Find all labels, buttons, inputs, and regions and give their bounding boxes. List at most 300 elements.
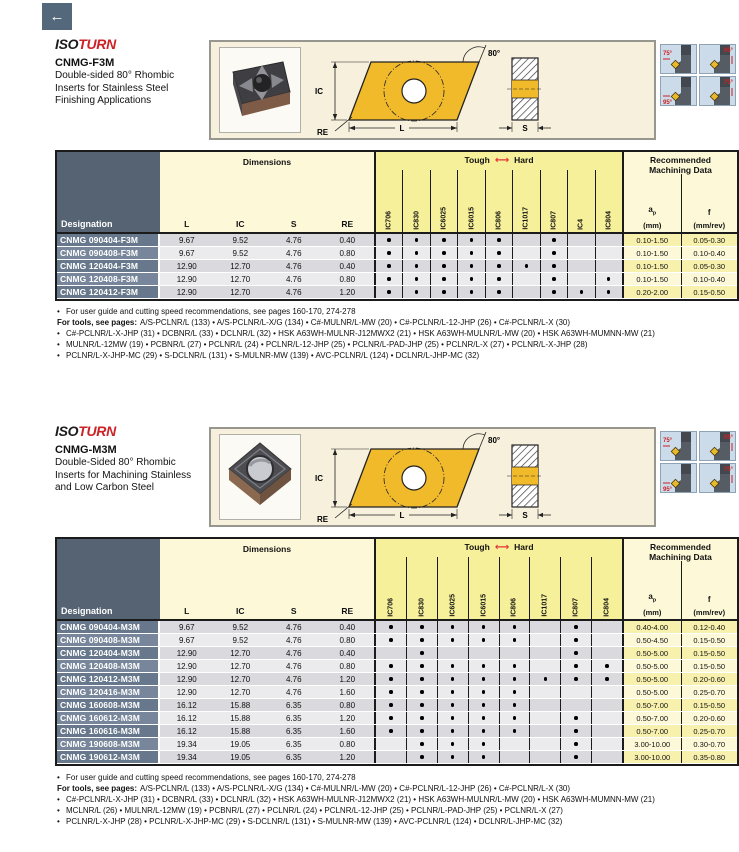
grade-dot — [420, 664, 424, 668]
grade-dot — [415, 238, 419, 242]
grade-cell — [560, 738, 591, 750]
grade-dot — [482, 716, 486, 720]
grade-dot — [451, 664, 455, 668]
grade-column-header — [485, 170, 512, 232]
grades-header-cell — [374, 152, 624, 232]
grade-cell — [468, 634, 499, 646]
toolholder-thumbnail — [699, 76, 736, 106]
grade-cells — [374, 712, 624, 724]
dimension-cell: 4.76 — [267, 621, 321, 633]
grade-dot — [525, 264, 529, 268]
grade-cell — [437, 673, 468, 685]
footnote-text: PCLNR/L-X-JHP-MC (29) • S-DCLNR/L (131) • S-MULNR-MW (139) • AVC-PCLNR/L (124) • DCLNR/L-JHP-MC (32) — [66, 351, 480, 360]
grade-cell — [591, 738, 622, 750]
insert-photo — [219, 47, 301, 133]
grade-cell — [402, 273, 429, 285]
grade-cell — [499, 634, 530, 646]
grade-dot — [387, 264, 391, 268]
inserts-table — [55, 150, 739, 301]
grade-cell — [499, 660, 530, 672]
dim-label-angle: 80° — [488, 436, 501, 445]
dim-col-l: L — [184, 606, 190, 616]
grade-cell — [499, 712, 530, 724]
thumb-angle-label: 75° — [723, 80, 733, 86]
grade-cell — [567, 286, 594, 298]
thumb-angle-label: 75° — [663, 438, 673, 444]
grade-cells — [374, 247, 624, 259]
grade-column-label: IC706 — [385, 211, 393, 230]
grade-column-label: IC830 — [413, 211, 421, 230]
ap-column-header: $a_p$ (mm) — [643, 592, 662, 617]
section-title: CNMG-M3M — [55, 444, 117, 456]
grade-cell — [430, 247, 457, 259]
grade-cell — [560, 751, 591, 763]
description-line: Inserts for Stainless Steel — [55, 82, 169, 94]
dimension-cell: 12.90 — [160, 673, 214, 685]
isoturn-logo — [55, 36, 116, 52]
grade-cell — [376, 699, 406, 711]
f-cell: 0.15-0.50 — [681, 286, 738, 298]
f-cell: 0.10-0.40 — [681, 273, 738, 285]
grade-dot — [451, 677, 455, 681]
grade-dot — [470, 277, 474, 281]
grade-cell — [402, 234, 429, 246]
description-line: Finishing Applications — [55, 95, 152, 106]
grade-dot — [387, 238, 391, 242]
grade-cells — [374, 634, 624, 646]
dim-col-re: RE — [341, 219, 354, 229]
dim-label-s: S — [522, 124, 528, 133]
grade-cell — [376, 660, 406, 672]
footnote-tools-line — [57, 816, 737, 827]
grade-dot — [552, 251, 556, 255]
table-row — [57, 725, 737, 738]
dimension-cell: 0.40 — [321, 234, 375, 246]
table-row — [57, 712, 737, 725]
logo-iso: ISO — [55, 36, 79, 52]
dimension-cell: 19.34 — [160, 738, 214, 750]
grade-cells — [374, 699, 624, 711]
grade-dot — [451, 625, 455, 629]
table-row — [57, 686, 737, 699]
ap-cell: 0.20-2.00 — [624, 286, 681, 298]
grade-dot — [574, 755, 578, 759]
grade-dot — [513, 716, 517, 720]
grade-cell — [376, 751, 406, 763]
grade-cell — [468, 725, 499, 737]
grade-dot — [552, 238, 556, 242]
grade-dot — [442, 277, 446, 281]
description-line: and Low Carbon Steel — [55, 482, 154, 493]
insert-photo-graphic — [220, 435, 300, 519]
dimension-cell: 9.67 — [160, 621, 214, 633]
dimension-cell: 9.52 — [214, 634, 268, 646]
dim-label-ic: IC — [315, 474, 323, 483]
footnote-user-guide — [57, 306, 737, 317]
footnote-text: For user guide and cutting speed recommendations, see pages 160-170, 274-278 — [66, 307, 356, 316]
dimension-cell: 12.90 — [160, 260, 214, 272]
back-button[interactable] — [42, 3, 72, 30]
grade-dot — [389, 664, 393, 668]
grade-cell — [437, 621, 468, 633]
dimension-cell: 4.76 — [267, 247, 321, 259]
table-row — [57, 751, 737, 764]
grade-cell — [406, 634, 437, 646]
ap-cell: 0.50-7.00 — [624, 712, 681, 724]
grade-column-label: IC6025 — [449, 594, 457, 617]
grade-dot — [482, 742, 486, 746]
grade-dot — [513, 638, 517, 642]
dimension-cell: 0.80 — [321, 738, 375, 750]
designation-header-label: Designation — [61, 219, 113, 229]
dimension-cell: 1.20 — [321, 286, 375, 298]
grade-cell — [376, 738, 406, 750]
grade-column-header — [402, 170, 429, 232]
section-cnmg-m3m — [0, 423, 739, 851]
grade-cell — [485, 260, 512, 272]
footnote-text: A/S-PCLNR/L (133) • A/S-PCLNR/L-X/G (134) • C#-MULNR/L-MW (20) • C#-PCLNR/L-12-JHP (26) • C#-PCLNR/L-X (30) — [140, 318, 571, 327]
section-cnmg-f3m — [0, 36, 739, 422]
table-row — [57, 273, 737, 286]
machining-header-cell — [624, 152, 737, 232]
grade-cell — [437, 712, 468, 724]
f-cell: 0.25-0.70 — [681, 686, 738, 698]
table-row — [57, 621, 737, 634]
thumb-angle-label: 95° — [723, 48, 733, 54]
double-arrow-icon: ⟷ — [494, 154, 510, 166]
dimensions-header-cell — [160, 152, 374, 232]
grade-cell — [499, 673, 530, 685]
grade-dot — [482, 729, 486, 733]
grade-cell — [499, 686, 530, 698]
grade-dot — [574, 742, 578, 746]
grade-column-label: IC6025 — [440, 207, 448, 230]
grade-cell — [560, 725, 591, 737]
grade-dot — [482, 625, 486, 629]
dimension-cell: 12.90 — [160, 286, 214, 298]
ap-cell: 3.00-10.00 — [624, 751, 681, 763]
grade-cell — [376, 647, 406, 659]
grade-dot — [420, 651, 424, 655]
grade-column-header — [591, 557, 622, 619]
grade-cell — [595, 273, 622, 285]
dimension-cell: 15.88 — [214, 712, 268, 724]
logo-iso: ISO — [55, 423, 79, 439]
grade-dot — [442, 238, 446, 242]
grade-dot — [420, 625, 424, 629]
grade-cell — [376, 247, 402, 259]
dim-label-re: RE — [317, 515, 329, 523]
logo-turn: TURN — [78, 423, 116, 439]
f-cell: 0.25-0.70 — [681, 725, 738, 737]
toolholder-thumbnail — [699, 463, 736, 493]
grade-cell — [485, 273, 512, 285]
grade-cell — [485, 286, 512, 298]
grade-cell — [560, 621, 591, 633]
table-row — [57, 247, 737, 260]
f-cell: 0.05-0.30 — [681, 234, 738, 246]
grade-column-header — [512, 170, 539, 232]
grade-column-label: IC1017 — [522, 207, 530, 230]
grade-cell — [567, 273, 594, 285]
table-rows — [57, 621, 737, 764]
dimension-cell: 9.52 — [214, 621, 268, 633]
designation-cell: CNMG 160612-M3M — [57, 712, 160, 724]
section-title: CNMG-F3M — [55, 57, 115, 69]
description-line: Double-sided 80° Rhombic — [55, 70, 175, 81]
toolholder-thumbnail — [660, 431, 697, 461]
grade-dot — [513, 625, 517, 629]
grade-cell — [406, 712, 437, 724]
dimensions-header-label: Dimensions — [242, 544, 292, 554]
grade-cell — [529, 686, 560, 698]
dimension-cell: 6.35 — [267, 738, 321, 750]
grade-cell — [512, 286, 539, 298]
grade-cell — [567, 260, 594, 272]
toolholder-thumbnail — [660, 44, 697, 74]
grade-cell — [499, 621, 530, 633]
grade-column-header — [560, 557, 591, 619]
grade-cell — [529, 699, 560, 711]
thumb-angle-label: 75° — [723, 467, 733, 473]
grade-cells — [374, 234, 624, 246]
designation-cell: CNMG 190612-M3M — [57, 751, 160, 763]
grade-column-header — [529, 557, 560, 619]
grade-cell — [567, 234, 594, 246]
footnote-tools-line — [57, 805, 737, 816]
toolholder-thumbnail — [660, 76, 697, 106]
dimension-column-labels — [160, 606, 374, 616]
machining-header-label: Recommended Machining Data — [649, 155, 712, 175]
footnotes — [57, 772, 737, 827]
dimension-cell: 4.76 — [267, 286, 321, 298]
grade-cell — [540, 247, 567, 259]
table-row — [57, 234, 737, 247]
grade-dot — [420, 690, 424, 694]
dimension-cell: 12.70 — [214, 273, 268, 285]
grade-cell — [529, 725, 560, 737]
dimension-cell: 9.52 — [214, 234, 268, 246]
grade-column-label: IC806 — [495, 211, 503, 230]
dimension-cell: 0.80 — [321, 660, 375, 672]
f-cell: 0.10-0.40 — [681, 247, 738, 259]
grade-cell — [430, 286, 457, 298]
dimension-cell: 6.35 — [267, 725, 321, 737]
grade-cell — [430, 273, 457, 285]
insert-photo — [219, 434, 301, 520]
grade-column-header — [457, 170, 484, 232]
bullet-icon: • — [57, 340, 60, 349]
grade-cell — [591, 686, 622, 698]
grade-cell — [468, 686, 499, 698]
logo-turn: TURN — [78, 36, 116, 52]
tough-hard-label — [376, 155, 622, 165]
bullet-icon: • — [57, 329, 60, 338]
toolholder-thumbnail — [699, 44, 736, 74]
ap-cell: 0.10-1.50 — [624, 260, 681, 272]
grade-cell — [560, 673, 591, 685]
grade-dot — [482, 690, 486, 694]
grade-dot — [574, 651, 578, 655]
dimension-cell: 0.80 — [321, 699, 375, 711]
grade-dot — [415, 290, 419, 294]
dimension-cell: 4.76 — [267, 634, 321, 646]
grade-cell — [376, 260, 402, 272]
table-row — [57, 673, 737, 686]
dimension-cell: 9.67 — [160, 234, 214, 246]
grade-column-header — [540, 170, 567, 232]
dim-col-re: RE — [341, 606, 354, 616]
grade-cells — [374, 751, 624, 763]
f-cell: 0.12-0.40 — [681, 621, 738, 633]
grade-cell — [376, 673, 406, 685]
table-row — [57, 699, 737, 712]
grade-cell — [591, 647, 622, 659]
grade-cell — [457, 286, 484, 298]
grade-dot — [451, 716, 455, 720]
ap-cell: 0.50-5.00 — [624, 673, 681, 685]
grade-cell — [437, 647, 468, 659]
grade-dot — [497, 290, 501, 294]
designation-header-cell — [57, 152, 160, 232]
grade-cell — [591, 699, 622, 711]
ap-cell: 0.50-7.00 — [624, 699, 681, 711]
footnote-text: MCLNR/L (26) • MULNR/L-12MW (19) • PCBNR/L (27) • PCLNR/L (24) • PCLNR/L-12-JHP (25) • PCLNR/L-PAD-JHP (25) • PCLNR/L-X (27) — [66, 806, 563, 815]
footnote-text: C#-PCLNR/L-X-JHP (31) • DCBNR/L (33) • DCLNR/L (32) • HSK A63WH-MULNR-J12MWX2 (21) • HSK A63WH-MULNR/L-MW (20) • HSK A63WH-MUMNN-MW (21) — [66, 329, 655, 338]
dimension-cell: 19.05 — [214, 738, 268, 750]
grade-dot — [451, 742, 455, 746]
designation-cell: CNMG 120404-F3M — [57, 260, 160, 272]
f-cell: 0.15-0.50 — [681, 699, 738, 711]
grade-dot — [389, 625, 393, 629]
dimension-cell: 1.20 — [321, 751, 375, 763]
grade-dot — [482, 677, 486, 681]
grade-cell — [376, 686, 406, 698]
ap-column-header: $a_p$ (mm) — [643, 205, 662, 230]
f-cell: 0.15-0.50 — [681, 647, 738, 659]
grade-cell — [376, 234, 402, 246]
toolholder-thumbnails — [660, 431, 736, 493]
dimension-cell: 4.76 — [267, 673, 321, 685]
grade-dot — [470, 264, 474, 268]
grade-column-header — [567, 170, 594, 232]
grade-dot — [387, 290, 391, 294]
toolholder-thumb-graphic — [660, 463, 697, 493]
dim-label-l: L — [399, 511, 405, 520]
dimension-cell: 0.40 — [321, 647, 375, 659]
grade-dot — [552, 290, 556, 294]
grade-column-label: IC804 — [605, 211, 613, 230]
grade-column-header — [595, 170, 622, 232]
grade-cell — [591, 634, 622, 646]
grade-dot — [442, 251, 446, 255]
grade-dot — [389, 703, 393, 707]
grade-column-header — [437, 557, 468, 619]
bullet-icon: • — [57, 817, 60, 826]
grade-cell — [499, 725, 530, 737]
dimension-cell: 0.80 — [321, 247, 375, 259]
table-row — [57, 660, 737, 673]
dimension-cell: 0.80 — [321, 273, 375, 285]
grade-cell — [499, 699, 530, 711]
grade-dot — [415, 251, 419, 255]
grade-dot — [574, 729, 578, 733]
grade-cell — [468, 751, 499, 763]
footnote-tools — [57, 783, 737, 794]
dimensions-header-cell — [160, 539, 374, 619]
grade-cell — [595, 247, 622, 259]
footnote-text: For user guide and cutting speed recommendations, see pages 160-170, 274-278 — [66, 773, 356, 782]
dimension-cell: 9.67 — [160, 247, 214, 259]
dimension-cell: 15.88 — [214, 699, 268, 711]
grade-cell — [468, 647, 499, 659]
grade-cell — [406, 660, 437, 672]
grade-cell — [529, 751, 560, 763]
isoturn-logo — [55, 423, 116, 439]
footnote-tools-line — [57, 339, 737, 350]
grade-dot — [470, 238, 474, 242]
grade-cell — [406, 738, 437, 750]
table-header — [57, 152, 737, 234]
grade-column-label: IC830 — [418, 598, 426, 617]
grade-dot — [574, 664, 578, 668]
grade-cell — [430, 234, 457, 246]
grade-column-label: IC1017 — [541, 594, 549, 617]
toolholder-thumb-graphic — [699, 44, 736, 74]
grade-dot — [497, 264, 501, 268]
grade-dot — [607, 290, 611, 294]
dim-col-ic: IC — [236, 219, 245, 229]
grade-dot — [513, 690, 517, 694]
grade-cells — [374, 286, 624, 298]
dimension-cell: 6.35 — [267, 712, 321, 724]
grade-dot — [605, 677, 609, 681]
ap-cell: 0.10-1.50 — [624, 247, 681, 259]
grade-cell — [560, 660, 591, 672]
ap-cell: 0.50-7.00 — [624, 725, 681, 737]
grade-dot — [513, 703, 517, 707]
grade-dot — [497, 277, 501, 281]
grade-cell — [437, 699, 468, 711]
dimension-cell: 12.90 — [160, 686, 214, 698]
grade-dot — [420, 729, 424, 733]
tough-hard-label — [376, 542, 622, 552]
toolholder-thumb-graphic — [699, 76, 736, 106]
grade-cell — [468, 660, 499, 672]
grade-dot — [574, 625, 578, 629]
f-cell: 0.15-0.50 — [681, 634, 738, 646]
grade-dot — [451, 638, 455, 642]
grade-column-label: IC4 — [577, 219, 585, 230]
grade-dot — [470, 251, 474, 255]
grade-dot — [482, 664, 486, 668]
technical-drawing — [309, 431, 559, 523]
grade-column-label: IC807 — [550, 211, 558, 230]
grade-cell — [406, 673, 437, 685]
bullet-icon: • — [57, 806, 60, 815]
grade-cell — [499, 738, 530, 750]
table-row — [57, 634, 737, 647]
insert-illustration-panel — [209, 427, 656, 527]
dimension-cell: 16.12 — [160, 699, 214, 711]
grade-cell — [529, 621, 560, 633]
f-cell: 0.35-0.80 — [681, 751, 738, 763]
grade-cell — [591, 712, 622, 724]
grade-column-headers — [376, 557, 622, 619]
grade-cell — [406, 751, 437, 763]
grade-cell — [591, 673, 622, 685]
grade-cell — [595, 286, 622, 298]
